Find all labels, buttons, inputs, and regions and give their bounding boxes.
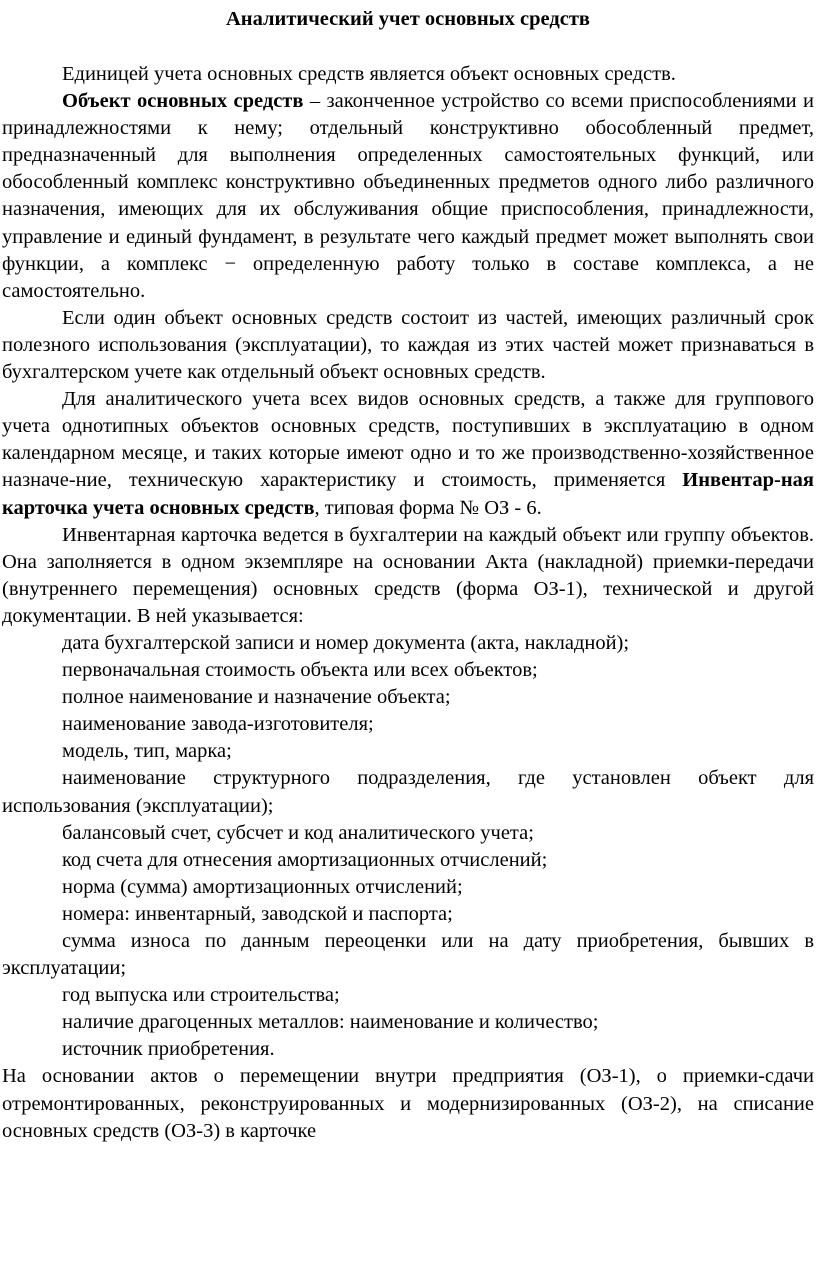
list-item: номера: инвентарный, заводской и паспорта;: [62, 902, 453, 925]
paragraph-inventory-card-usage: Инвентарная карточка ведется в бухгалтерии на каждый объект или группу объектов. Она заполняется в одном экземпляре на основании Акта (накладной) приемки-передачи (внутреннего перемещения) основных средств (форма ОЗ-1), технической и другой документации. В ней указывается:: [2, 523, 814, 627]
paragraph-inventory-card-form: [2, 386, 814, 521]
term-inventory-card: Инвентар-ная карточка учета основных средств: [2, 469, 814, 519]
document-body: [2, 61, 814, 1145]
term-object-of-fixed-assets: Объект основных средств: [62, 90, 304, 113]
list-item: сумма износа по данным переоценки или на дату приобретения, бывших в эксплуатации;: [2, 930, 814, 980]
paragraph-card-updates: На основании актов о перемещении внутри предприятия (ОЗ-1), о приемки-сдачи отремонтированных, реконструированных и модернизированных (ОЗ-2), на списание основных средств (ОЗ-3) в карточке: [2, 1065, 814, 1142]
list-item: модель, тип, марка;: [62, 740, 232, 763]
list-item: балансовый счет, субсчет и код аналитического учета;: [62, 821, 534, 844]
list-item: норма (сумма) амортизационных отчислений;: [62, 875, 463, 898]
document-title: Аналитический учет основных средств: [225, 8, 590, 30]
list-item: источник приобретения.: [62, 1038, 275, 1061]
list-item: наименование структурного подразделения, где установлен объект для использования (эксплуатации);: [2, 767, 814, 817]
object-definition-text: – законченное устройство со всеми приспособлениями и принадлежностями к нему; отдельный конструктивно обособленный предмет, предназначенный для выполнения определенных самостоятельных функций, или обособленный комплекс конструктивно объединенных предметов одного либо различного назначения, имеющих для их обслуживания общие приспособления, принадлежности, управление и единый фундамент, в результате чего каждый предмет может выполнять свои функции, а комплекс − определенную работу только в составе комплекса, а не самостоятельно.: [2, 90, 814, 302]
list-item: наличие драгоценных металлов: наименование и количество;: [62, 1011, 599, 1034]
list-item: наименование завода-изготовителя;: [62, 713, 374, 736]
list-item: дата бухгалтерской записи и номер документа (акта, накладной);: [62, 631, 630, 654]
inventory-card-intro-text: Для аналитического учета всех видов основных средств, а также для группового учета однотипных объектов основных средств, поступивших в эксплуатацию в одном календарном месяце, и таких которые имеют одно и то же производственно-хозяйственное назначе-ние, техническую характеристику и стоимость, применяется: [2, 388, 814, 492]
form-number-text: , типовая форма № ОЗ - 6.: [314, 496, 542, 519]
paragraph-object-definition: [2, 88, 814, 305]
list-item: полное наименование и назначение объекта;: [62, 686, 451, 709]
list-item: код счета для отнесения амортизационных отчислений;: [62, 848, 548, 871]
paragraph-unit-definition: Единицей учета основных средств является объект основных средств.: [62, 63, 676, 85]
list-item: год выпуска или строительства;: [62, 984, 340, 1007]
paragraph-parts: Если один объект основных средств состоит из частей, имеющих различный срок полезного использования (эксплуатации), то каждая из этих частей может признаваться в бухгалтерском учете как отдельный объект основных средств.: [2, 306, 814, 384]
list-item: первоначальная стоимость объекта или всех объектов;: [62, 659, 538, 682]
